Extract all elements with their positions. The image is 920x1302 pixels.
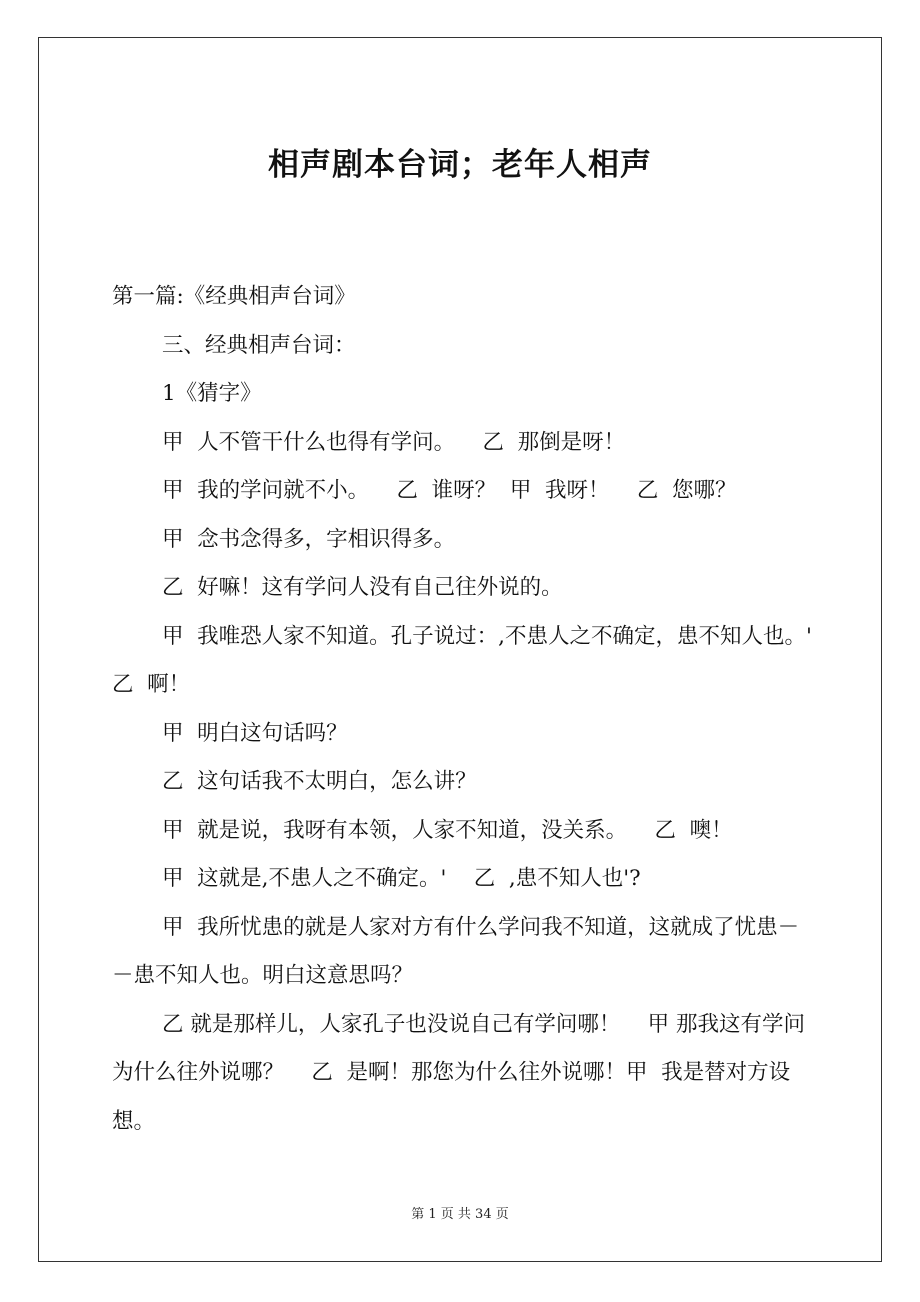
- dialogue-line: 甲 这就是,不患人之不确定。' 乙 ,患不知人也'?: [162, 866, 641, 891]
- document-title: 相声剧本台词；老年人相声: [268, 147, 652, 183]
- subsection-heading: 三、经典相声台词：: [162, 332, 356, 358]
- sketch-title: 1《猜字》: [162, 381, 262, 406]
- dialogue-line: 乙 这句话我不太明白，怎么讲？: [162, 769, 477, 794]
- dialogue-line: 甲 就是说，我呀有本领，人家不知道，没关系。 乙 噢！: [162, 817, 733, 843]
- document-body: [112, 273, 833, 1146]
- dialogue-line: 甲 我所忧患的就是人家对方有什么学问我不知道，这就成了忧患－－患不知人也。明白这意思吗？: [112, 914, 800, 988]
- dialogue-line: 甲 人不管干什么也得有学问。 乙 那倒是呀！: [162, 429, 626, 455]
- page-footer: 第 1 页 共 34 页: [411, 1207, 509, 1222]
- dialogue-line: 甲 明白这句话吗？: [162, 720, 348, 746]
- dialogue-line: 乙 好嘛！这有学问人没有自己往外说的。: [162, 575, 563, 600]
- dialogue-line: 乙 就是那样儿，人家孔子也没说自己有学问哪！ 甲 那我这有学问为什么往外说哪？ 乙 是啊！那您为什么往外说哪！甲 我是替对方设想。: [112, 1011, 806, 1134]
- dialogue-line: 甲 念书念得多，字相识得多。: [162, 526, 456, 552]
- dialogue-line: 甲 我的学问就不小。 乙 谁呀？ 甲 我呀！ 乙 您哪？: [162, 478, 737, 503]
- section-heading: 第一篇:《经典相声台词》: [112, 284, 356, 309]
- dialogue-line: 甲 我唯恐人家不知道。孔子说过：,不患人之不确定，患不知人也。' 乙 啊！: [112, 623, 833, 697]
